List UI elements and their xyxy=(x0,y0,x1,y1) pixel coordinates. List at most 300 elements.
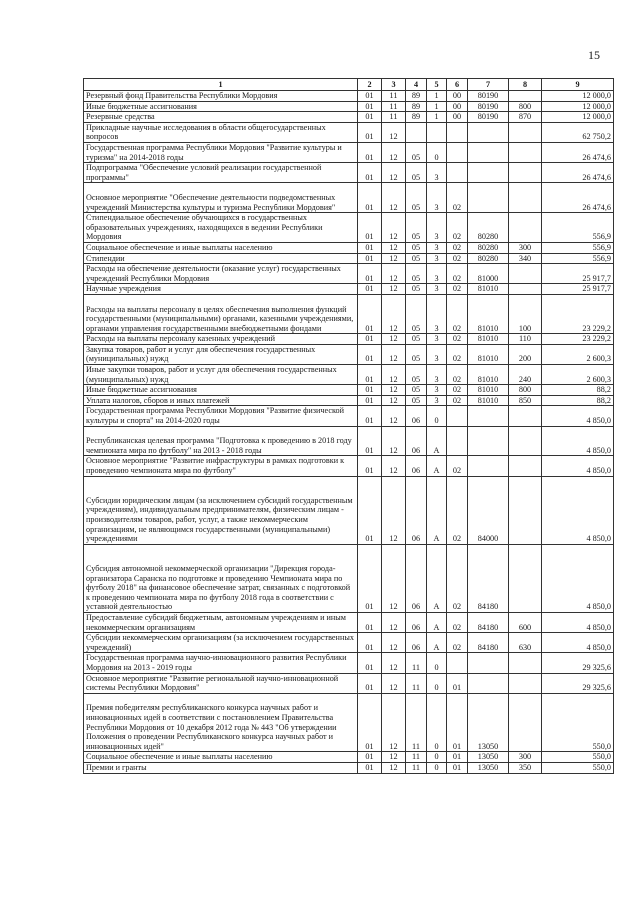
code-cell: 11 xyxy=(406,693,427,752)
amount-cell: 2 600,3 xyxy=(542,344,614,364)
code-cell: 0 xyxy=(427,752,447,763)
code-cell xyxy=(509,91,542,102)
amount-cell: 25 917,7 xyxy=(542,284,614,295)
code-cell: 11 xyxy=(382,112,406,123)
code-cell: 02 xyxy=(447,456,468,476)
table-row xyxy=(84,142,614,162)
code-cell: 12 xyxy=(382,476,406,544)
code-cell: 01 xyxy=(358,112,382,123)
table-row xyxy=(84,613,614,633)
column-header-4: 4 xyxy=(406,79,427,91)
code-cell: 80190 xyxy=(468,112,509,123)
table-row xyxy=(84,673,614,693)
code-cell xyxy=(468,406,509,426)
code-cell: 06 xyxy=(406,633,427,653)
code-cell: 02 xyxy=(447,183,468,213)
code-cell xyxy=(509,284,542,295)
row-name-cell: Резервные средства xyxy=(84,112,358,123)
code-cell: А xyxy=(427,613,447,633)
code-cell: 12 xyxy=(382,544,406,612)
code-cell: 02 xyxy=(447,284,468,295)
page-number: 15 xyxy=(588,48,600,62)
code-cell: 01 xyxy=(358,344,382,364)
code-cell: 12 xyxy=(382,253,406,264)
column-header-8: 8 xyxy=(509,79,542,91)
code-cell: 81000 xyxy=(468,264,509,284)
column-header-9: 9 xyxy=(542,79,614,91)
code-cell: 3 xyxy=(427,344,447,364)
amount-cell: 2 600,3 xyxy=(542,365,614,385)
code-cell: 630 xyxy=(509,633,542,653)
code-cell: 06 xyxy=(406,613,427,633)
code-cell xyxy=(447,406,468,426)
code-cell: 01 xyxy=(358,183,382,213)
code-cell: 870 xyxy=(509,112,542,123)
table-row xyxy=(84,752,614,763)
code-cell: 12 xyxy=(382,426,406,456)
code-cell: 01 xyxy=(447,693,468,752)
code-cell: 80190 xyxy=(468,91,509,102)
code-cell: 12 xyxy=(382,693,406,752)
code-cell: 12 xyxy=(382,385,406,396)
code-cell: 01 xyxy=(358,142,382,162)
code-cell xyxy=(468,653,509,673)
code-cell: 800 xyxy=(509,385,542,396)
row-name-cell: Стипендии xyxy=(84,253,358,264)
row-name-cell: Расходы на выплаты персоналу казенных учреждений xyxy=(84,334,358,345)
code-cell: 06 xyxy=(406,476,427,544)
code-cell: 02 xyxy=(447,633,468,653)
code-cell: 11 xyxy=(406,653,427,673)
code-cell: 850 xyxy=(509,395,542,406)
code-cell: 11 xyxy=(406,673,427,693)
code-cell: 05 xyxy=(406,344,427,364)
table-row xyxy=(84,633,614,653)
code-cell: 800 xyxy=(509,101,542,112)
table-row xyxy=(84,334,614,345)
code-cell: 12 xyxy=(382,762,406,773)
code-cell: 3 xyxy=(427,334,447,345)
code-cell: 01 xyxy=(358,752,382,763)
column-header-6: 6 xyxy=(447,79,468,91)
code-cell: 200 xyxy=(509,344,542,364)
code-cell xyxy=(447,163,468,183)
code-cell: 240 xyxy=(509,365,542,385)
code-cell: 02 xyxy=(447,385,468,396)
amount-cell: 4 850,0 xyxy=(542,406,614,426)
table-row xyxy=(84,476,614,544)
code-cell: 05 xyxy=(406,253,427,264)
row-name-cell: Субсидия автономной некоммерческой организации "Дирекция города-организатора Саранска по подготовке и проведению Чемпионата мира по футболу 2018" на финансовое обеспечение затрат, связанных с подготовкой к проведению чемпионата мира по футболу 2018 года в соответствии с уставной деятельностью xyxy=(84,544,358,612)
row-name-cell: Предоставление субсидий бюджетным, автономным учреждениям и иным некоммерческим организациям xyxy=(84,613,358,633)
code-cell: 0 xyxy=(427,653,447,673)
code-cell: 3 xyxy=(427,365,447,385)
code-cell xyxy=(468,426,509,456)
code-cell: 3 xyxy=(427,253,447,264)
code-cell xyxy=(509,142,542,162)
code-cell: 05 xyxy=(406,294,427,333)
code-cell: А xyxy=(427,633,447,653)
code-cell: 3 xyxy=(427,242,447,253)
code-cell: 13050 xyxy=(468,762,509,773)
column-header-5: 5 xyxy=(427,79,447,91)
code-cell: 05 xyxy=(406,142,427,162)
code-cell: 12 xyxy=(382,284,406,295)
code-cell xyxy=(447,122,468,142)
amount-cell: 62 750,2 xyxy=(542,122,614,142)
budget-table xyxy=(83,78,614,774)
code-cell: 01 xyxy=(358,456,382,476)
code-cell: 01 xyxy=(447,752,468,763)
code-cell: 12 xyxy=(382,183,406,213)
table-row xyxy=(84,91,614,102)
amount-cell: 88,2 xyxy=(542,395,614,406)
code-cell: 01 xyxy=(358,163,382,183)
code-cell: 12 xyxy=(382,344,406,364)
row-name-cell: Государственная программа Республики Мордовия "Развитие физической культуры и спорта" на 2014-2020 годы xyxy=(84,406,358,426)
row-name-cell: Иные бюджетные ассигнования xyxy=(84,101,358,112)
code-cell xyxy=(509,213,542,243)
row-name-cell: Субсидии некоммерческим организациям (за исключением государственных учреждений) xyxy=(84,633,358,653)
row-name-cell: Премия победителям республиканского конкурса научных работ и инновационных идей в соответствии с постановлением Правительства Республики Мордовия от 10 декабря 2012 года № 443 "Об утверждении Положения о проведении Республиканского конкурса научных работ и инновационных идей" xyxy=(84,693,358,752)
amount-cell: 4 850,0 xyxy=(542,456,614,476)
table-row xyxy=(84,544,614,612)
code-cell: 12 xyxy=(382,213,406,243)
code-cell: 02 xyxy=(447,365,468,385)
code-cell: 02 xyxy=(447,476,468,544)
code-cell: 84180 xyxy=(468,544,509,612)
code-cell: 11 xyxy=(406,762,427,773)
table-row xyxy=(84,112,614,123)
code-cell: 89 xyxy=(406,101,427,112)
row-name-cell: Основное мероприятие "Развитие региональной научно-инновационной системы Республики Мордовия" xyxy=(84,673,358,693)
code-cell xyxy=(427,122,447,142)
amount-cell: 4 850,0 xyxy=(542,633,614,653)
code-cell: 02 xyxy=(447,395,468,406)
table-row xyxy=(84,395,614,406)
code-cell: 05 xyxy=(406,334,427,345)
code-cell: 3 xyxy=(427,395,447,406)
row-name-cell: Расходы на обеспечение деятельности (оказание услуг) государственных учреждений Республики Мордовия xyxy=(84,264,358,284)
code-cell: 01 xyxy=(358,653,382,673)
code-cell xyxy=(509,122,542,142)
amount-cell: 12 000,0 xyxy=(542,101,614,112)
table-header-row xyxy=(84,79,614,91)
code-cell: 01 xyxy=(358,426,382,456)
table-row xyxy=(84,122,614,142)
code-cell: 00 xyxy=(447,101,468,112)
code-cell: 05 xyxy=(406,213,427,243)
code-cell: 05 xyxy=(406,163,427,183)
code-cell: 01 xyxy=(358,476,382,544)
code-cell: 01 xyxy=(358,673,382,693)
code-cell: 0 xyxy=(427,406,447,426)
code-cell xyxy=(447,653,468,673)
code-cell: 05 xyxy=(406,242,427,253)
code-cell: 1 xyxy=(427,101,447,112)
row-name-cell: Уплата налогов, сборов и иных платежей xyxy=(84,395,358,406)
row-name-cell: Социальное обеспечение и иные выплаты населению xyxy=(84,752,358,763)
code-cell: 100 xyxy=(509,294,542,333)
code-cell xyxy=(509,456,542,476)
code-cell: 05 xyxy=(406,395,427,406)
row-name-cell: Закупка товаров, работ и услуг для обеспечения государственных (муниципальных) нужд xyxy=(84,344,358,364)
code-cell: 350 xyxy=(509,762,542,773)
code-cell: 80280 xyxy=(468,242,509,253)
table-row xyxy=(84,693,614,752)
code-cell xyxy=(468,142,509,162)
row-name-cell: Резервный фонд Правительства Республики Мордовия xyxy=(84,91,358,102)
table-row xyxy=(84,344,614,364)
table-row xyxy=(84,213,614,243)
code-cell: 01 xyxy=(358,633,382,653)
code-cell: А xyxy=(427,544,447,612)
row-name-cell: Прикладные научные исследования в области общегосударственных вопросов xyxy=(84,122,358,142)
code-cell xyxy=(509,476,542,544)
table-row xyxy=(84,762,614,773)
code-cell: 12 xyxy=(382,456,406,476)
code-cell: 01 xyxy=(358,334,382,345)
code-cell: 0 xyxy=(427,142,447,162)
code-cell: 12 xyxy=(382,264,406,284)
table-row xyxy=(84,101,614,112)
code-cell: 12 xyxy=(382,395,406,406)
code-cell: 12 xyxy=(382,334,406,345)
code-cell: 02 xyxy=(447,334,468,345)
column-header-7: 7 xyxy=(468,79,509,91)
code-cell: 110 xyxy=(509,334,542,345)
amount-cell: 550,0 xyxy=(542,693,614,752)
code-cell: 84180 xyxy=(468,613,509,633)
code-cell: 12 xyxy=(382,752,406,763)
table-body xyxy=(84,91,614,774)
code-cell: 02 xyxy=(447,613,468,633)
code-cell: 11 xyxy=(406,752,427,763)
code-cell: 80280 xyxy=(468,213,509,243)
amount-cell: 4 850,0 xyxy=(542,426,614,456)
table-row xyxy=(84,456,614,476)
code-cell: 00 xyxy=(447,91,468,102)
table-row xyxy=(84,406,614,426)
code-cell: 0 xyxy=(427,762,447,773)
code-cell: 05 xyxy=(406,365,427,385)
code-cell xyxy=(468,163,509,183)
code-cell: 01 xyxy=(358,613,382,633)
code-cell: 12 xyxy=(382,613,406,633)
row-name-cell: Стипендиальное обеспечение обучающихся в государственных образовательных учреждениях, находящихся в ведении Республики Мордовия xyxy=(84,213,358,243)
code-cell: 12 xyxy=(382,653,406,673)
code-cell: 01 xyxy=(358,122,382,142)
code-cell: 13050 xyxy=(468,693,509,752)
code-cell: 12 xyxy=(382,673,406,693)
code-cell: 01 xyxy=(358,406,382,426)
table-row xyxy=(84,284,614,295)
amount-cell: 4 850,0 xyxy=(542,613,614,633)
code-cell: 06 xyxy=(406,544,427,612)
table-row xyxy=(84,242,614,253)
code-cell: 12 xyxy=(382,633,406,653)
amount-cell: 26 474,6 xyxy=(542,163,614,183)
code-cell: 3 xyxy=(427,284,447,295)
amount-cell: 12 000,0 xyxy=(542,91,614,102)
code-cell: 3 xyxy=(427,163,447,183)
code-cell: 01 xyxy=(447,673,468,693)
code-cell: 01 xyxy=(358,253,382,264)
amount-cell: 29 325,6 xyxy=(542,653,614,673)
code-cell: 1 xyxy=(427,91,447,102)
code-cell xyxy=(468,122,509,142)
amount-cell: 4 850,0 xyxy=(542,544,614,612)
code-cell: 11 xyxy=(382,91,406,102)
code-cell: 81010 xyxy=(468,365,509,385)
code-cell: 02 xyxy=(447,242,468,253)
code-cell xyxy=(468,183,509,213)
code-cell: 89 xyxy=(406,112,427,123)
code-cell xyxy=(509,183,542,213)
table-row xyxy=(84,163,614,183)
code-cell xyxy=(468,673,509,693)
row-name-cell: Государственная программа Республики Мордовия "Развитие культуры и туризма" на 2014-2018 годы xyxy=(84,142,358,162)
code-cell: 12 xyxy=(382,142,406,162)
code-cell: 01 xyxy=(358,264,382,284)
code-cell xyxy=(406,122,427,142)
table-row xyxy=(84,253,614,264)
code-cell: 12 xyxy=(382,242,406,253)
code-cell: 12 xyxy=(382,163,406,183)
code-cell: 02 xyxy=(447,344,468,364)
code-cell: 81010 xyxy=(468,334,509,345)
code-cell: 11 xyxy=(382,101,406,112)
amount-cell: 26 474,6 xyxy=(542,183,614,213)
column-header-2: 2 xyxy=(358,79,382,91)
row-name-cell: Основное мероприятие "Обеспечение деятельности подведомственных учреждений Министерства культуры и туризма Республики Мордовия" xyxy=(84,183,358,213)
code-cell: 81010 xyxy=(468,294,509,333)
code-cell: 12 xyxy=(382,294,406,333)
table-row xyxy=(84,426,614,456)
amount-cell: 88,2 xyxy=(542,385,614,396)
table-row xyxy=(84,653,614,673)
code-cell: 01 xyxy=(447,762,468,773)
code-cell: 89 xyxy=(406,91,427,102)
code-cell: 300 xyxy=(509,242,542,253)
code-cell: 13050 xyxy=(468,752,509,763)
code-cell xyxy=(468,456,509,476)
code-cell: 3 xyxy=(427,213,447,243)
column-header-3: 3 xyxy=(382,79,406,91)
code-cell: 01 xyxy=(358,693,382,752)
code-cell: 01 xyxy=(358,365,382,385)
code-cell: 01 xyxy=(358,762,382,773)
amount-cell: 12 000,0 xyxy=(542,112,614,123)
amount-cell: 23 229,2 xyxy=(542,334,614,345)
row-name-cell: Иные закупки товаров, работ и услуг для обеспечения государственных (муниципальных) нужд xyxy=(84,365,358,385)
code-cell xyxy=(509,264,542,284)
code-cell: 05 xyxy=(406,264,427,284)
code-cell: 01 xyxy=(358,91,382,102)
amount-cell: 4 850,0 xyxy=(542,476,614,544)
code-cell: 3 xyxy=(427,183,447,213)
amount-cell: 25 917,7 xyxy=(542,264,614,284)
code-cell: 02 xyxy=(447,264,468,284)
amount-cell: 556,9 xyxy=(542,242,614,253)
row-name-cell: Премии и гранты xyxy=(84,762,358,773)
code-cell: 05 xyxy=(406,284,427,295)
code-cell xyxy=(509,693,542,752)
row-name-cell: Основное мероприятие "Развитие инфраструктуры в рамках подготовки к проведению чемпионата мира по футболу" xyxy=(84,456,358,476)
row-name-cell: Социальное обеспечение и иные выплаты населению xyxy=(84,242,358,253)
row-name-cell: Республиканская целевая программа "Подготовка к проведению в 2018 году чемпионата мира по футболу" на 2013 - 2018 годы xyxy=(84,426,358,456)
table-row xyxy=(84,183,614,213)
table-row xyxy=(84,264,614,284)
code-cell: 0 xyxy=(427,693,447,752)
row-name-cell: Иные бюджетные ассигнования xyxy=(84,385,358,396)
code-cell: А xyxy=(427,426,447,456)
code-cell: 80280 xyxy=(468,253,509,264)
code-cell: 12 xyxy=(382,406,406,426)
code-cell: 0 xyxy=(427,673,447,693)
code-cell xyxy=(509,544,542,612)
code-cell: 12 xyxy=(382,122,406,142)
code-cell: 01 xyxy=(358,544,382,612)
code-cell: 3 xyxy=(427,264,447,284)
code-cell: 01 xyxy=(358,385,382,396)
row-name-cell: Научные учреждения xyxy=(84,284,358,295)
code-cell: 01 xyxy=(358,213,382,243)
code-cell: 01 xyxy=(358,101,382,112)
code-cell xyxy=(509,406,542,426)
row-name-cell: Подпрограмма "Обеспечение условий реализации государственной программы" xyxy=(84,163,358,183)
code-cell: 05 xyxy=(406,183,427,213)
code-cell xyxy=(509,426,542,456)
code-cell: 1 xyxy=(427,112,447,123)
code-cell: 600 xyxy=(509,613,542,633)
code-cell: А xyxy=(427,456,447,476)
code-cell: 01 xyxy=(358,242,382,253)
column-header-1: 1 xyxy=(84,79,358,91)
code-cell: 02 xyxy=(447,544,468,612)
code-cell: 300 xyxy=(509,752,542,763)
code-cell: 01 xyxy=(358,284,382,295)
code-cell: 02 xyxy=(447,213,468,243)
code-cell: 01 xyxy=(358,294,382,333)
code-cell xyxy=(447,142,468,162)
code-cell: 81010 xyxy=(468,344,509,364)
amount-cell: 23 229,2 xyxy=(542,294,614,333)
code-cell: 81010 xyxy=(468,385,509,396)
amount-cell: 556,9 xyxy=(542,213,614,243)
code-cell xyxy=(509,673,542,693)
code-cell xyxy=(509,163,542,183)
row-name-cell: Государственная программа научно-инновационного развития Республики Мордовия на 2013 - 2019 годы xyxy=(84,653,358,673)
code-cell: 3 xyxy=(427,385,447,396)
row-name-cell: Расходы на выплаты персоналу в целях обеспечения выполнения функций государственными (муниципальными) органами, казенными учреждениями, органами управления государственными внебюджетными фондами xyxy=(84,294,358,333)
code-cell: 84180 xyxy=(468,633,509,653)
code-cell: 80190 xyxy=(468,101,509,112)
code-cell: 06 xyxy=(406,406,427,426)
table-row xyxy=(84,385,614,396)
code-cell: 340 xyxy=(509,253,542,264)
code-cell: 81010 xyxy=(468,284,509,295)
code-cell: 02 xyxy=(447,253,468,264)
code-cell: 06 xyxy=(406,456,427,476)
code-cell xyxy=(509,653,542,673)
code-cell: 84000 xyxy=(468,476,509,544)
code-cell: 12 xyxy=(382,365,406,385)
code-cell: А xyxy=(427,476,447,544)
code-cell: 01 xyxy=(358,395,382,406)
table-row xyxy=(84,365,614,385)
amount-cell: 29 325,6 xyxy=(542,673,614,693)
